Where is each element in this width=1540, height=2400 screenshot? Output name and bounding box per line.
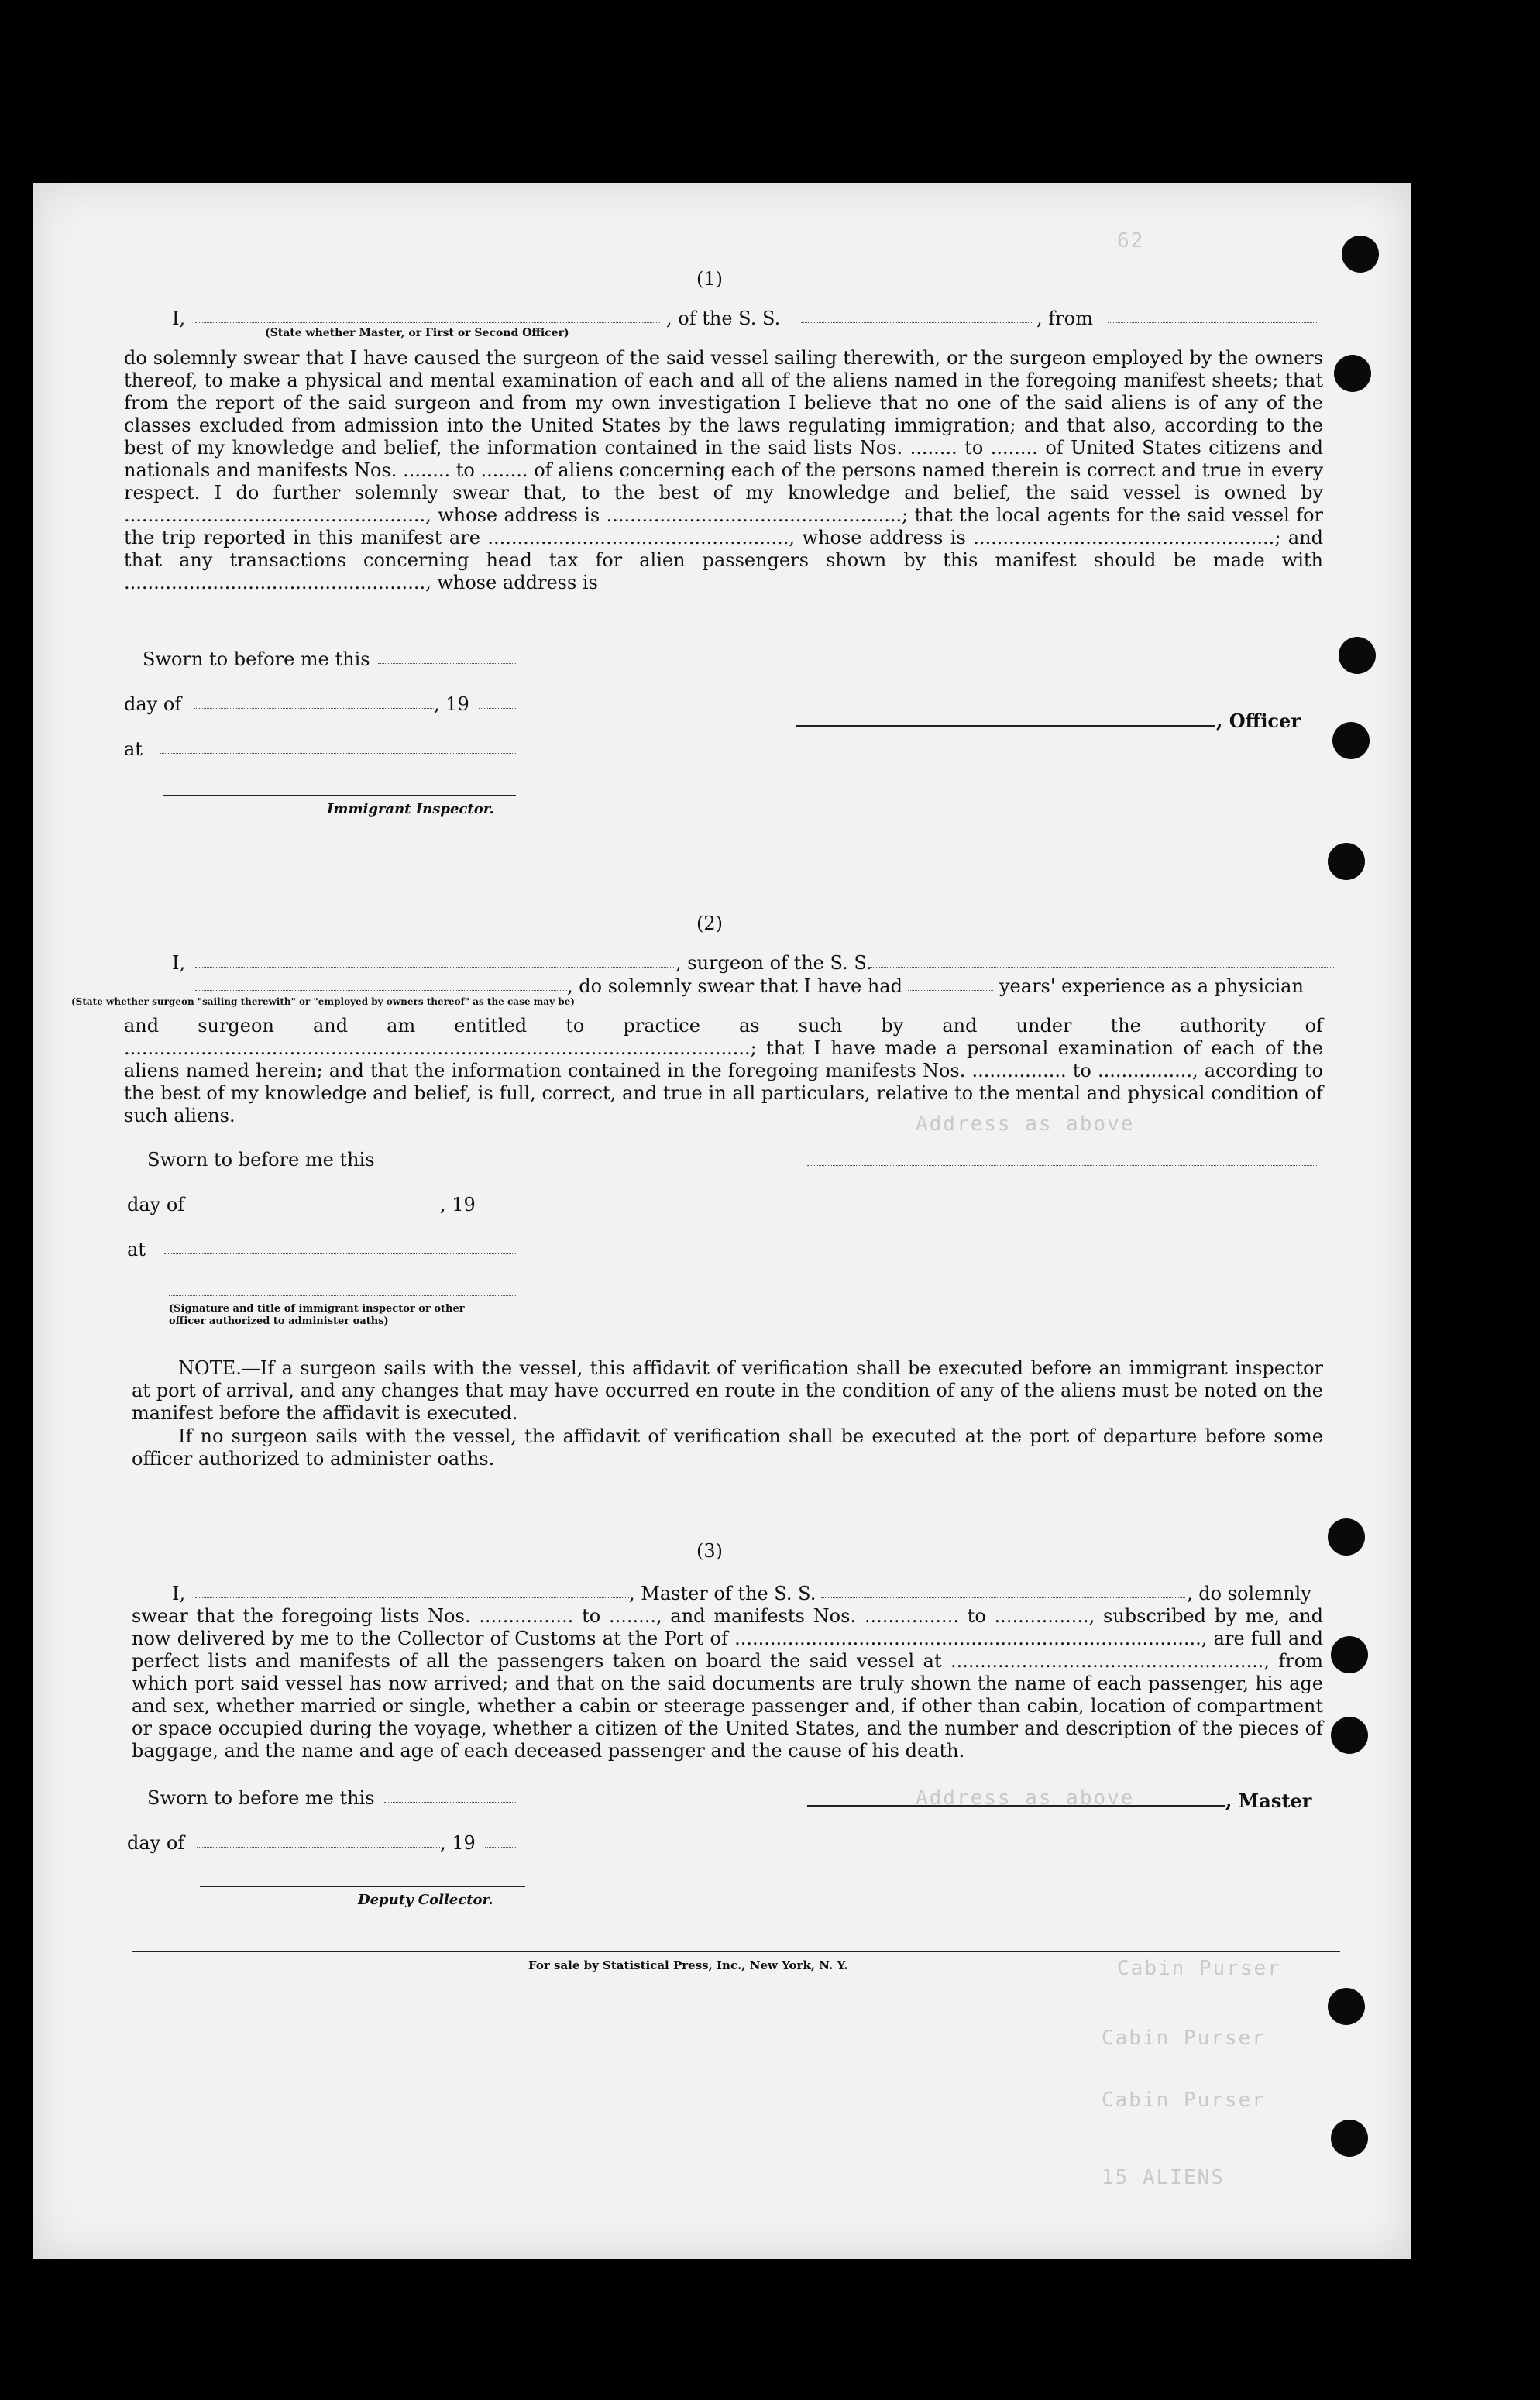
dayof-label-2: day of [127,1194,185,1215]
surgeon-name-field[interactable] [195,967,675,968]
punch-hole [1339,637,1376,674]
bleed-text: 62 [1117,229,1145,253]
bleed-text: Address as above [916,1786,1135,1810]
section1-heading: (1) [696,268,723,290]
bleed-text: Cabin Purser [1102,2027,1266,2050]
section2-signer: (Signature and title of immigrant inspector or other officer authorized to administer oaths) [169,1303,465,1328]
punch-hole [1328,1988,1365,2025]
dayof-label-3: day of [127,1832,185,1854]
footer-rule [132,1951,1340,1952]
month-field-3[interactable] [197,1847,440,1848]
surgeon-ss-label: , surgeon of the S. S. [675,952,872,974]
bleed-text: Cabin Purser [1102,2089,1266,2112]
do-solemnly-label-3: , do solemnly [1187,1583,1311,1604]
at-label-1: at [124,738,143,760]
year-label-1: , 19 [434,693,469,715]
punch-hole [1331,1717,1368,1754]
punch-hole [1334,355,1371,392]
punch-hole [1331,1636,1368,1673]
years-field[interactable] [908,990,993,991]
master-ss-label: , Master of the S. S. [629,1583,816,1604]
officer-label: , Officer [1216,710,1301,732]
year-label-2: , 19 [440,1194,476,1215]
surgeon-ship-field[interactable] [869,967,1334,968]
master-ship-field[interactable] [821,1597,1185,1598]
section3-heading: (3) [696,1540,723,1562]
ship-name-field[interactable] [801,322,1033,323]
section2-heading: (2) [696,913,723,934]
years-label: years' experience as a physician [999,975,1304,997]
sworn-label-1: Sworn to before me this [143,648,370,670]
from-port-field[interactable] [1108,322,1317,323]
punch-hole [1328,1518,1365,1556]
at-label-2: at [127,1239,146,1260]
section2-body: and surgeon and am entitled to practice as such by and under the authority of ..........................................................................................................; that I have made a personal examination of each of the aliens named herein; and that the information contained in the foregoing manifests Nos. ................ to ................, according to the best of my knowledge and belief, is full, correct, and true in all particulars, relative to the mental and physical condition of such aliens. [124,1015,1323,1126]
year-field-1[interactable] [479,708,517,709]
surgeon-role-field[interactable] [195,990,567,991]
master-name-field-3[interactable] [195,1597,629,1598]
sworn-date-field-3[interactable] [384,1802,516,1803]
bleed-text: Address as above [916,1112,1135,1136]
footer-publisher: For sale by Statistical Press, Inc., New York, N. Y. [528,1958,848,1972]
master-name-field[interactable] [195,322,660,323]
year-field-3[interactable] [485,1847,516,1848]
manifest-page [33,183,1411,2259]
collector-title: Deputy Collector. [358,1892,493,1908]
from-label: , from [1036,308,1093,329]
month-field-1[interactable] [194,708,434,709]
collector-signature-line[interactable] [200,1886,525,1887]
section2-I-label: I, [172,952,186,974]
section1-hint: (State whether Master, or First or Second Officer) [265,327,569,339]
sworn-label-2: Sworn to before me this [147,1149,375,1171]
inspector-title: Immigrant Inspector. [327,801,494,817]
bleed-text: Cabin Purser [1117,1957,1281,1980]
master-sig-label: , Master [1225,1790,1312,1812]
section2-hint: (State whether surgeon "sailing therewith" or "employed by owners thereof" as the case may be) [71,996,575,1007]
master-signature-line[interactable] [807,1805,1225,1807]
punch-hole [1331,2120,1368,2157]
section3-I-label: I, [172,1583,186,1604]
surgeon-signature-line[interactable] [807,1165,1318,1166]
section2-note: NOTE.—If a surgeon sails with the vessel, this affidavit of verification shall be executed before an immigrant inspector at port of arrival, and any changes that may have occurred en route in the condition of any of the aliens must be noted on the manifest before the affidavit is executed. [132,1357,1323,1424]
place-field-2[interactable] [164,1253,516,1254]
section3-body: swear that the foregoing lists Nos. ................ to ........, and manifests Nos. ................ to ................, subscribed by me, and now delivered by me to the Collector of Customs at the Port of ..............................................................................., are full and perfect lists and manifests of all the passengers taken on board the said vessel at ....................................................., from which port said vessel has now arrived; and that on the said documents are truly shown the name of each passenger, his age and sex, whether married or single, whether a cabin or steerage passenger and, if other than cabin, location of compartment or space occupied during the voyage, whether a citizen of the United States, and the number and description of the pieces of baggage, and the name and age of each deceased passenger and the cause of his death. [132,1605,1323,1762]
dayof-label-1: day of [124,693,182,715]
bleed-text: 15 ALIENS [1102,2166,1225,2189]
officer-signature-line-2[interactable] [169,1295,517,1296]
sworn-label-3: Sworn to before me this [147,1787,375,1809]
section1-I-label: I, [172,308,186,329]
ship-label: , of the S. S. [666,308,781,329]
section2-note2: If no surgeon sails with the vessel, the affidavit of verification shall be executed at the port of departure before some officer authorized to administer oaths. [132,1425,1323,1470]
do-solemnly-label: , do solemnly swear that I have had [567,975,902,997]
punch-hole [1328,843,1365,880]
section1-body: do solemnly swear that I have caused the surgeon of the said vessel sailing therewith, or the surgeon employed by the owners thereof, to make a physical and mental examination of each and all of the aliens named in the foregoing manifest sheets; that from the report of the said surgeon and from my own investigation I believe that no one of the said aliens is of any of the classes excluded from admission into the United States by the laws regulating immigration; and that also, according to the best of my knowledge and belief, the information contained in the said lists Nos. ........ to ........ of United States citizens and nationals and manifests Nos. ........ to ........ of aliens concerning each of the persons named therein is correct and true in every respect. I do further solemnly swear that, to the best of my knowledge and belief, the said vessel is owned by ..................................................., whose address is ..................................................; that the local agents for the said vessel for the trip reported in this manifest are ..................................................., whose address is ...................................................; and that any transactions concerning head tax for alien passengers shown by this manifest should be made with ..................................................., whose address is [124,347,1323,593]
place-field-1[interactable] [160,753,517,754]
officer-signature-line[interactable] [796,725,1215,727]
sworn-date-field-1[interactable] [378,663,517,664]
punch-hole [1342,236,1379,273]
inspector-signature-line[interactable] [163,795,516,796]
year-label-3: , 19 [440,1832,476,1854]
punch-hole [1332,722,1370,759]
